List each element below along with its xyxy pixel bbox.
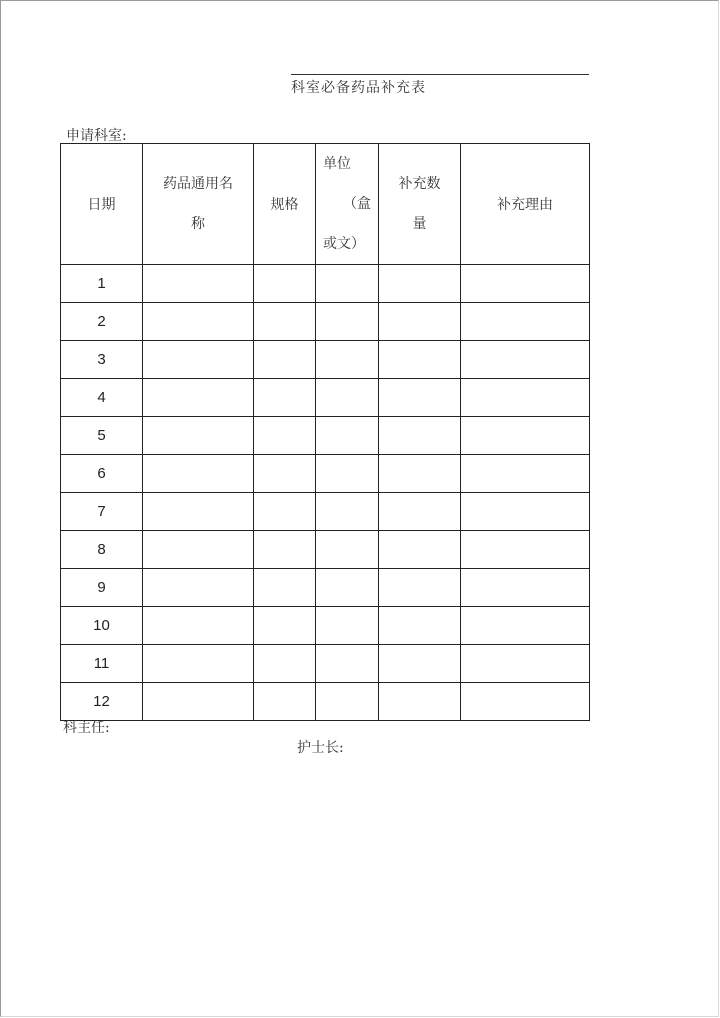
row-number-cell: 11 xyxy=(61,645,143,683)
table-row xyxy=(61,493,590,531)
reason-cell[interactable] xyxy=(461,493,590,531)
unit-cell[interactable] xyxy=(316,607,379,645)
quantity-cell[interactable] xyxy=(379,455,461,493)
drug-name-cell[interactable] xyxy=(143,607,254,645)
drug-name-cell[interactable] xyxy=(143,265,254,303)
title-underline xyxy=(291,74,589,75)
table-row xyxy=(61,265,590,303)
header-unit-line-2: （盒 xyxy=(343,196,371,212)
drug-name-cell[interactable] xyxy=(143,569,254,607)
reason-cell[interactable] xyxy=(461,645,590,683)
specification-cell[interactable] xyxy=(254,417,316,455)
quantity-cell[interactable] xyxy=(379,379,461,417)
header-unit-line-1: 单位 xyxy=(323,156,351,172)
quantity-cell[interactable] xyxy=(379,645,461,683)
reason-cell[interactable] xyxy=(461,607,590,645)
table-row xyxy=(61,417,590,455)
reason-cell[interactable] xyxy=(461,379,590,417)
specification-cell[interactable] xyxy=(254,531,316,569)
table-row xyxy=(61,303,590,341)
reason-cell[interactable] xyxy=(461,265,590,303)
unit-cell[interactable] xyxy=(316,265,379,303)
header-date-label: 日期 xyxy=(87,197,116,213)
specification-cell[interactable] xyxy=(254,455,316,493)
header-drug-name xyxy=(143,144,254,265)
row-number-cell: 7 xyxy=(61,493,143,531)
table-row xyxy=(61,569,590,607)
reason-cell[interactable] xyxy=(461,455,590,493)
drug-name-cell[interactable] xyxy=(143,417,254,455)
header-quantity-line-2: 量 xyxy=(412,216,427,232)
header-drug-name-line-2: 称 xyxy=(191,216,205,232)
specification-cell[interactable] xyxy=(254,303,316,341)
reason-cell[interactable] xyxy=(461,683,590,721)
row-number-cell: 1 xyxy=(61,265,143,303)
unit-cell[interactable] xyxy=(316,683,379,721)
row-number-cell: 3 xyxy=(61,341,143,379)
specification-cell[interactable] xyxy=(254,683,316,721)
row-number-cell: 10 xyxy=(61,607,143,645)
reason-cell[interactable] xyxy=(461,531,590,569)
header-unit xyxy=(316,144,379,265)
header-date xyxy=(61,144,143,265)
table-row xyxy=(61,341,590,379)
head-nurse-label: 护士长: xyxy=(297,740,344,756)
unit-cell[interactable] xyxy=(316,493,379,531)
quantity-cell[interactable] xyxy=(379,607,461,645)
drug-name-cell[interactable] xyxy=(143,683,254,721)
table-row xyxy=(61,455,590,493)
specification-cell[interactable] xyxy=(254,607,316,645)
specification-cell[interactable] xyxy=(254,341,316,379)
unit-cell[interactable] xyxy=(316,379,379,417)
specification-cell[interactable] xyxy=(254,265,316,303)
header-specification xyxy=(254,144,316,265)
row-number-cell: 9 xyxy=(61,569,143,607)
header-drug-name-line-1: 药品通用名 xyxy=(163,176,233,192)
header-reason-label: 补充理由 xyxy=(497,197,553,213)
row-number-cell: 6 xyxy=(61,455,143,493)
row-number-cell: 4 xyxy=(61,379,143,417)
unit-cell[interactable] xyxy=(316,303,379,341)
header-reason xyxy=(461,144,590,265)
specification-cell[interactable] xyxy=(254,569,316,607)
drug-name-cell[interactable] xyxy=(143,455,254,493)
row-number-cell: 2 xyxy=(61,303,143,341)
quantity-cell[interactable] xyxy=(379,341,461,379)
table-row xyxy=(61,683,590,721)
quantity-cell[interactable] xyxy=(379,531,461,569)
specification-cell[interactable] xyxy=(254,493,316,531)
applying-department-label: 申请科室: xyxy=(66,128,127,144)
unit-cell[interactable] xyxy=(316,341,379,379)
reason-cell[interactable] xyxy=(461,341,590,379)
table-header-row xyxy=(61,144,590,265)
medicine-supplement-table xyxy=(60,143,590,721)
reason-cell[interactable] xyxy=(461,303,590,341)
unit-cell[interactable] xyxy=(316,645,379,683)
header-unit-line-3: 或文） xyxy=(323,236,365,252)
row-number-cell: 5 xyxy=(61,417,143,455)
row-number-cell: 12 xyxy=(61,683,143,721)
quantity-cell[interactable] xyxy=(379,417,461,455)
quantity-cell[interactable] xyxy=(379,265,461,303)
drug-name-cell[interactable] xyxy=(143,493,254,531)
unit-cell[interactable] xyxy=(316,531,379,569)
specification-cell[interactable] xyxy=(254,379,316,417)
quantity-cell[interactable] xyxy=(379,493,461,531)
table-row xyxy=(61,645,590,683)
unit-cell[interactable] xyxy=(316,455,379,493)
unit-cell[interactable] xyxy=(316,569,379,607)
table-row xyxy=(61,607,590,645)
table-row xyxy=(61,531,590,569)
reason-cell[interactable] xyxy=(461,417,590,455)
unit-cell[interactable] xyxy=(316,417,379,455)
drug-name-cell[interactable] xyxy=(143,531,254,569)
header-quantity-line-1: 补充数 xyxy=(398,176,441,192)
quantity-cell[interactable] xyxy=(379,683,461,721)
drug-name-cell[interactable] xyxy=(143,645,254,683)
header-specification-label: 规格 xyxy=(270,197,299,213)
table-row xyxy=(61,379,590,417)
drug-name-cell[interactable] xyxy=(143,303,254,341)
form-title: 科室必备药品补充表 xyxy=(291,80,426,96)
quantity-cell[interactable] xyxy=(379,569,461,607)
drug-name-cell[interactable] xyxy=(143,341,254,379)
header-quantity xyxy=(379,144,461,265)
table-body xyxy=(61,265,590,721)
row-number-cell: 8 xyxy=(61,531,143,569)
drug-name-cell[interactable] xyxy=(143,379,254,417)
department-director-label: 科主任: xyxy=(63,720,110,736)
quantity-cell[interactable] xyxy=(379,303,461,341)
specification-cell[interactable] xyxy=(254,645,316,683)
reason-cell[interactable] xyxy=(461,569,590,607)
